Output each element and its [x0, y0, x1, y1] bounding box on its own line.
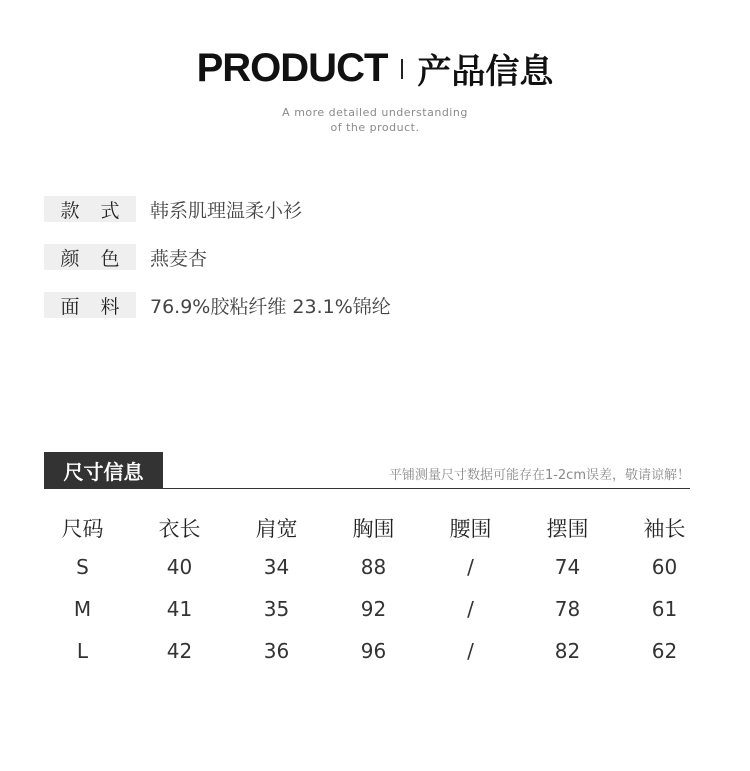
- table-cell: 35: [263, 597, 290, 621]
- info-value-color: 燕麦杏: [150, 247, 208, 270]
- table-cell: /: [467, 597, 474, 621]
- title-row: [0, 44, 750, 93]
- table-cell: 42: [166, 639, 193, 663]
- info-row-color: [44, 244, 391, 270]
- info-value-fabric: 76.9%胶粘纤维 23.1%锦纶: [150, 295, 391, 318]
- table-row: [34, 630, 710, 672]
- subtitle-line-1: A more detailed understanding: [282, 106, 468, 119]
- info-label-fabric: [44, 292, 136, 318]
- column-header-length: 衣长: [158, 517, 201, 541]
- column-header-bust: 胸围: [352, 517, 395, 541]
- info-label-char: 式: [100, 199, 120, 222]
- column-header-shoulder: 肩宽: [255, 517, 298, 541]
- info-label-style: [44, 196, 136, 222]
- table-row: [34, 546, 710, 588]
- size-table: [34, 510, 710, 672]
- column-header-sleeve: 袖长: [643, 517, 686, 541]
- title-english: PRODUCT: [196, 46, 388, 90]
- table-cell: 88: [360, 555, 387, 579]
- table-cell: 34: [263, 555, 290, 579]
- info-label-char: 款: [60, 199, 80, 222]
- table-cell: 36: [263, 639, 290, 663]
- info-label-char: 料: [100, 295, 120, 318]
- table-cell: 60: [651, 555, 678, 579]
- subtitle: [0, 105, 750, 135]
- size-section-tab: 尺寸信息: [44, 452, 163, 488]
- table-cell: 61: [651, 597, 678, 621]
- subtitle-line-2: of the product.: [330, 121, 420, 134]
- info-label-char: 面: [60, 295, 80, 318]
- column-header-hem: 摆围: [546, 517, 589, 541]
- title-divider: [401, 59, 403, 79]
- table-cell: L: [76, 639, 89, 663]
- table-cell: 74: [554, 555, 581, 579]
- info-value-style: 韩系肌理温柔小衫: [150, 199, 303, 222]
- table-cell: M: [73, 597, 92, 621]
- table-cell: 92: [360, 597, 387, 621]
- page-header: [0, 44, 750, 135]
- info-row-style: [44, 196, 391, 222]
- table-cell: 40: [166, 555, 193, 579]
- info-label-color: [44, 244, 136, 270]
- size-measurement-note: 平铺测量尺寸数据可能存在1-2cm误差，敬请谅解！: [388, 468, 690, 483]
- column-header-size: 尺码: [61, 517, 104, 541]
- info-row-fabric: [44, 292, 391, 318]
- size-section-header: [44, 452, 690, 489]
- table-cell: /: [467, 555, 474, 579]
- table-row: [34, 588, 710, 630]
- size-table-header-row: [34, 510, 710, 546]
- table-cell: /: [467, 639, 474, 663]
- table-cell: 78: [554, 597, 581, 621]
- table-cell: 82: [554, 639, 581, 663]
- info-label-char: 颜: [60, 247, 80, 270]
- table-cell: S: [76, 555, 89, 579]
- info-label-char: 色: [100, 247, 120, 270]
- table-cell: 96: [360, 639, 387, 663]
- product-info-list: [44, 196, 391, 340]
- column-header-waist: 腰围: [449, 517, 492, 541]
- table-cell: 41: [166, 597, 193, 621]
- title-chinese: 产品信息: [417, 52, 554, 92]
- table-cell: 62: [651, 639, 678, 663]
